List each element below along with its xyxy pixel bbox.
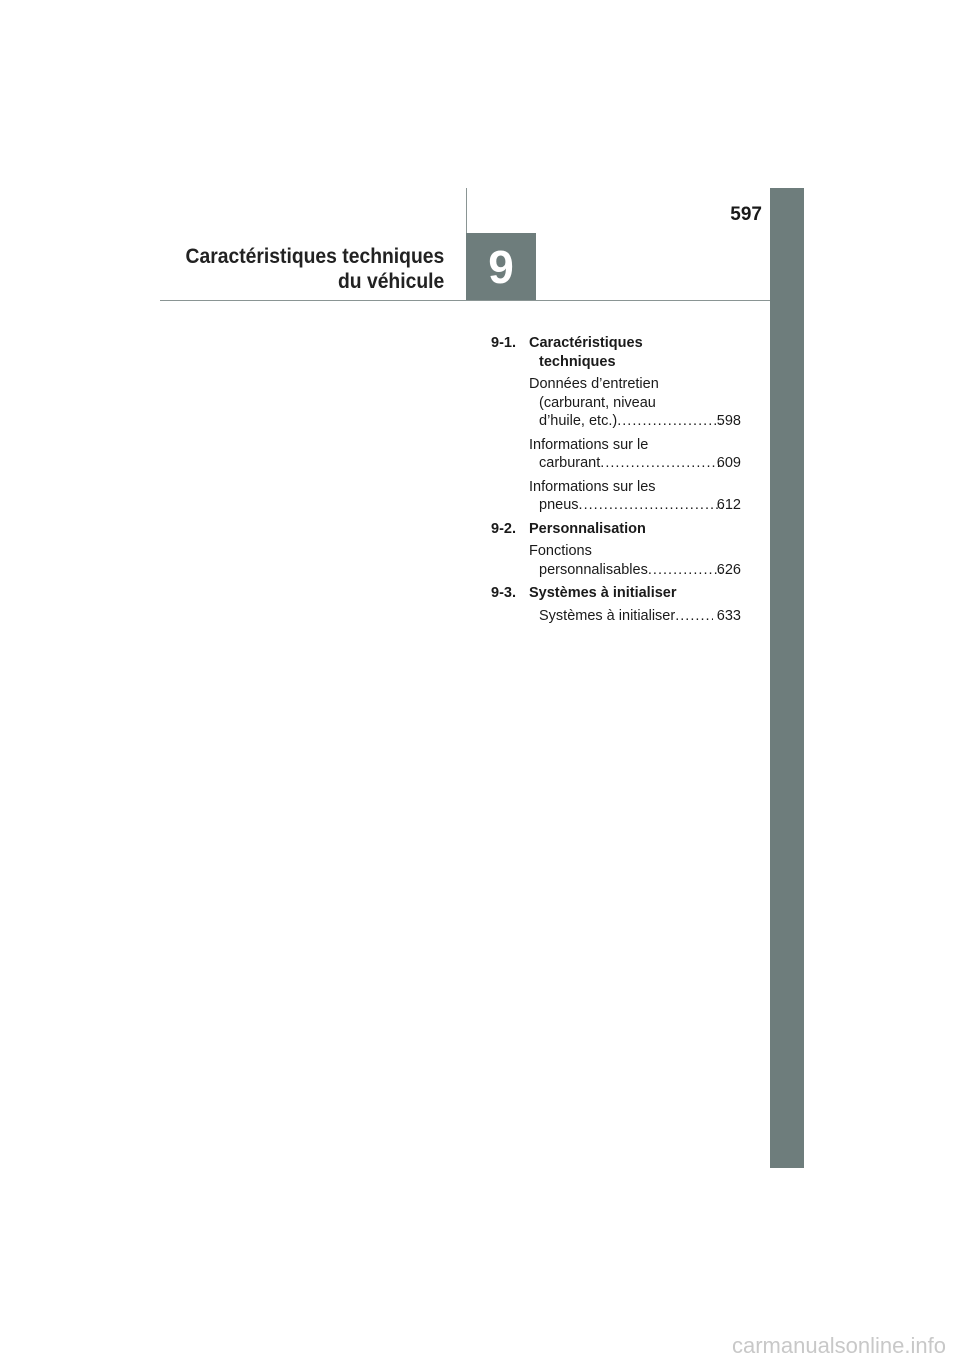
- toc-section-9-1: [491, 334, 741, 515]
- toc-section-heading[interactable]: [491, 520, 741, 539]
- toc-section-9-2: [491, 520, 741, 580]
- section-title: Personnalisation: [529, 520, 646, 537]
- table-of-contents: [491, 334, 741, 630]
- page-ref: 609: [716, 455, 741, 471]
- watermark: carmanualsonline.info: [731, 1333, 946, 1358]
- dot-leader: [675, 607, 713, 626]
- dot-leader: [648, 561, 723, 580]
- toc-entry-systems-to-initialize[interactable]: Systèmes à initialiser . . . 633: [529, 607, 741, 626]
- page-ref: 598: [716, 413, 741, 429]
- chapter-title-line-2: du véhicule: [337, 270, 444, 293]
- toc-section-heading[interactable]: [491, 584, 741, 603]
- toc-section-heading[interactable]: [491, 334, 741, 371]
- chapter-title-line-1: Caractéristiques techniques: [185, 245, 444, 268]
- dot-leader: [600, 454, 723, 473]
- page-number: 597: [730, 204, 762, 225]
- dot-leader: [579, 496, 723, 515]
- toc-section-9-3: [491, 584, 741, 625]
- section-number: 9-3.: [491, 585, 516, 601]
- chapter-number-box: [466, 233, 536, 301]
- section-title: Systèmes à initialiser: [529, 585, 677, 601]
- page-ref: 612: [716, 497, 741, 513]
- toc-entry-maintenance-data[interactable]: Données d’entretien (carburant, niveau d’huile, etc.) . . . 598: [529, 375, 741, 431]
- page-ref: 626: [716, 561, 741, 578]
- toc-entry-tire-info[interactable]: Informations sur les pneus . . . 612: [529, 478, 741, 515]
- toc-entry-fuel-info[interactable]: Informations sur le carburant . . . 609: [529, 436, 741, 473]
- section-number: 9-1.: [491, 335, 516, 351]
- section-number: 9-2.: [491, 520, 516, 537]
- section-title: Caractéristiques techniques: [529, 335, 643, 370]
- dot-leader: [617, 412, 723, 431]
- chapter-number: 9: [488, 241, 514, 293]
- header-horizontal-rule: [160, 300, 770, 301]
- chapter-side-tab: [770, 188, 804, 1168]
- chapter-title: [185, 244, 444, 294]
- page-ref: 633: [716, 607, 741, 624]
- toc-entry-customizable-features[interactable]: Fonctions personnalisables . . . 626: [529, 542, 741, 579]
- header-vertical-rule: [466, 188, 467, 233]
